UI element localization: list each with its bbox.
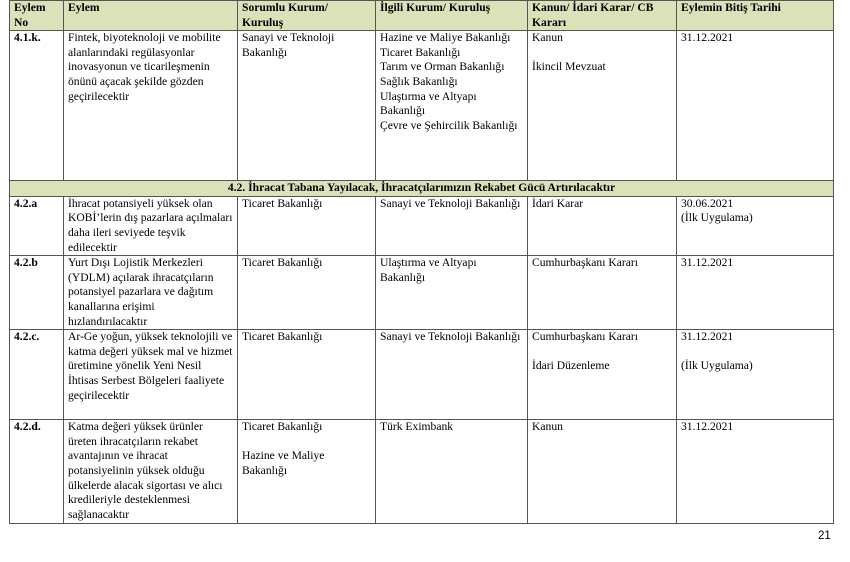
action-description: Ar-Ge yoğun, yüksek teknolojili ve katma değeri yüksek mal ve hizmet üretimine yönelik Yeni Nesil İhtisas Serbest Bölgeleri faaliyete geçirilecektir [64, 330, 238, 420]
table-row [10, 31, 834, 181]
deadline: 31.12.2021 [677, 256, 834, 330]
responsible-institution: Ticaret Bakanlığı [242, 420, 323, 434]
section-title: 4.2. İhracat Tabana Yayılacak, İhracatçılarımızın Rekabet Gücü Artırılacaktır [10, 181, 834, 197]
spacer [532, 46, 672, 61]
header-eylem-no: Eylem No [10, 1, 64, 31]
legal-instrument [528, 330, 677, 420]
header-bitis-tarihi: Eylemin Bitiş Tarihi [677, 1, 834, 31]
related-institution: Ticaret Bakanlığı [380, 45, 461, 59]
action-code: 4.2.c. [10, 330, 64, 420]
action-description: Katma değeri yüksek ürünler üreten ihracatçıların rekabet avantajının ve ihracat potansiyelinin yüksek olduğu ülkelerde alacak sigortası ve alıcı kredileriyle desteklenmesi sağlanacaktır [64, 420, 238, 524]
action-plan-table [9, 0, 834, 524]
related-institutions: Türk Eximbank [376, 420, 528, 524]
header-eylem: Eylem [64, 1, 238, 31]
action-description: Yurt Dışı Lojistik Merkezleri (YDLM) açılarak ihracatçıların potansiyel pazarlara ve dağıtım kanallarına erişimi hızlandırılacaktır [64, 256, 238, 330]
header-kanun-karar: Kanun/ İdari Karar/ CB Kararı [528, 1, 677, 31]
responsible-institution: Sanayi ve Teknoloji Bakanlığı [238, 31, 376, 181]
legal-instrument: Cumhurbaşkanı Kararı [528, 256, 677, 330]
related-institutions [376, 31, 528, 181]
header-sorumlu-kurum: Sorumlu Kurum/ Kuruluş [238, 1, 376, 31]
page-number: 21 [818, 530, 831, 542]
action-description: İhracat potansiyeli yüksek olan KOBİ’lerin dış pazarlara açılmaları daha ileri seviyede teşvik edilecektir [64, 196, 238, 255]
legal-instrument [528, 31, 677, 181]
table-row [10, 196, 834, 255]
responsible-institution: Ticaret Bakanlığı [238, 196, 376, 255]
deadline: 31.12.2021 [677, 420, 834, 524]
related-institution: Sağlık Bakanlığı [380, 74, 458, 88]
legal-instrument: Kanun [528, 420, 677, 524]
legal-instrument-item: Kanun [532, 31, 563, 45]
related-institutions: Sanayi ve Teknoloji Bakanlığı [376, 196, 528, 255]
deadline [677, 196, 834, 255]
deadline-note: (İlk Uygulama) [681, 211, 753, 225]
legal-instrument-item: İkincil Mevzuat [532, 60, 606, 74]
related-institution: Tarım ve Orman Bakanlığı [380, 60, 505, 74]
related-institutions: Sanayi ve Teknoloji Bakanlığı [376, 330, 528, 420]
deadline-date: 31.12.2021 [681, 330, 734, 344]
section-row [10, 181, 834, 197]
related-institution: Çevre ve Şehircilik Bakanlığı [380, 118, 518, 132]
spacer [532, 345, 672, 360]
table-row [10, 256, 834, 330]
action-code: 4.2.a [10, 196, 64, 255]
responsible-institution: Ticaret Bakanlığı [238, 330, 376, 420]
action-code: 4.2.b [10, 256, 64, 330]
related-institutions: Ulaştırma ve Altyapı Bakanlığı [376, 256, 528, 330]
related-institution: Ulaştırma ve Altyapı Bakanlığı [380, 89, 477, 118]
action-code: 4.2.d. [10, 420, 64, 524]
deadline-note: (İlk Uygulama) [681, 359, 753, 373]
header-row [10, 1, 834, 31]
spacer [681, 345, 829, 360]
legal-instrument-item: Cumhurbaşkanı Kararı [532, 330, 638, 344]
header-ilgili-kurum: İlgili Kurum/ Kuruluş [376, 1, 528, 31]
spacer [242, 435, 371, 450]
legal-instrument: İdari Karar [528, 196, 677, 255]
legal-instrument-item: İdari Düzenleme [532, 359, 610, 373]
table-row [10, 420, 834, 524]
action-description: Fintek, biyoteknoloji ve mobilite alanlarındaki regülasyonlar inovasyonun ve ticarileşmenin önünü açacak şekilde gözden geçirilecektir [64, 31, 238, 181]
deadline [677, 330, 834, 420]
action-code: 4.1.k. [10, 31, 64, 181]
responsible-institution: Hazine ve Maliye Bakanlığı [242, 449, 325, 477]
deadline-date: 30.06.2021 [681, 196, 734, 210]
responsible-institutions [238, 420, 376, 524]
table-row [10, 330, 834, 420]
related-institution: Hazine ve Maliye Bakanlığı [380, 31, 511, 45]
deadline: 31.12.2021 [677, 31, 834, 181]
responsible-institution: Ticaret Bakanlığı [238, 256, 376, 330]
